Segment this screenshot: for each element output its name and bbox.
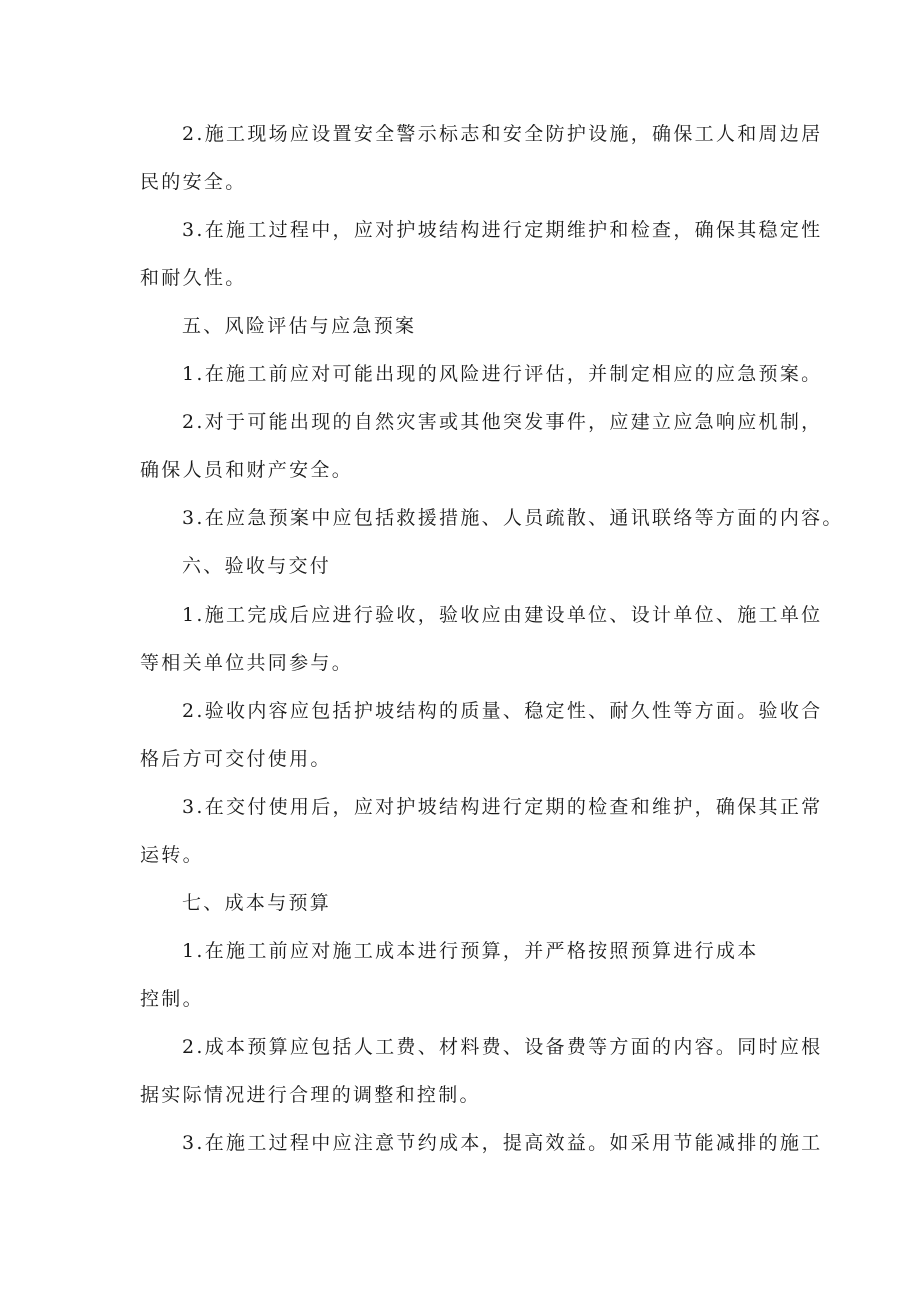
paragraph-line: 运转。: [140, 844, 204, 866]
paragraph-line: 3.在施工过程中应注意节约成本，提高效益。如采用节能减排的施工: [182, 1132, 823, 1154]
paragraph-line: 2.对于可能出现的自然灾害或其他突发事件，应建立应急响应机制，: [182, 411, 823, 433]
section-heading: 七、成本与预算: [182, 892, 332, 914]
paragraph-line: 3.在施工过程中，应对护坡结构进行定期维护和检查，确保其稳定性: [182, 219, 823, 241]
paragraph-line: 2.验收内容应包括护坡结构的质量、稳定性、耐久性等方面。验收合: [182, 700, 823, 722]
paragraph-line: 和耐久性。: [140, 267, 247, 289]
paragraph-line: 2.成本预算应包括人工费、材料费、设备费等方面的内容。同时应根: [182, 1036, 823, 1058]
section-heading: 六、验收与交付: [182, 555, 332, 577]
paragraph-line: 1.施工完成后应进行验收，验收应由建设单位、设计单位、施工单位: [182, 604, 823, 626]
section-heading: 五、风险评估与应急预案: [182, 315, 417, 337]
paragraph-line: 等相关单位共同参与。: [140, 652, 354, 674]
paragraph-line: 1.在施工前应对施工成本进行预算，并严格按照预算进行成本: [182, 940, 759, 962]
paragraph-line: 格后方可交付使用。: [140, 748, 332, 770]
paragraph-line: 民的安全。: [140, 171, 247, 193]
paragraph-line: 确保人员和财产安全。: [140, 459, 354, 481]
paragraph-line: 控制。: [140, 988, 204, 1010]
paragraph-line: 据实际情况进行合理的调整和控制。: [140, 1084, 481, 1106]
paragraph-line: 1.在施工前应对可能出现的风险进行评估，并制定相应的应急预案。: [182, 363, 823, 385]
paragraph-line: 2.施工现场应设置安全警示标志和安全防护设施，确保工人和周边居: [182, 123, 823, 145]
paragraph-line: 3.在应急预案中应包括救援措施、人员疏散、通讯联络等方面的内容。: [182, 507, 844, 529]
paragraph-line: 3.在交付使用后，应对护坡结构进行定期的检查和维护，确保其正常: [182, 796, 823, 818]
